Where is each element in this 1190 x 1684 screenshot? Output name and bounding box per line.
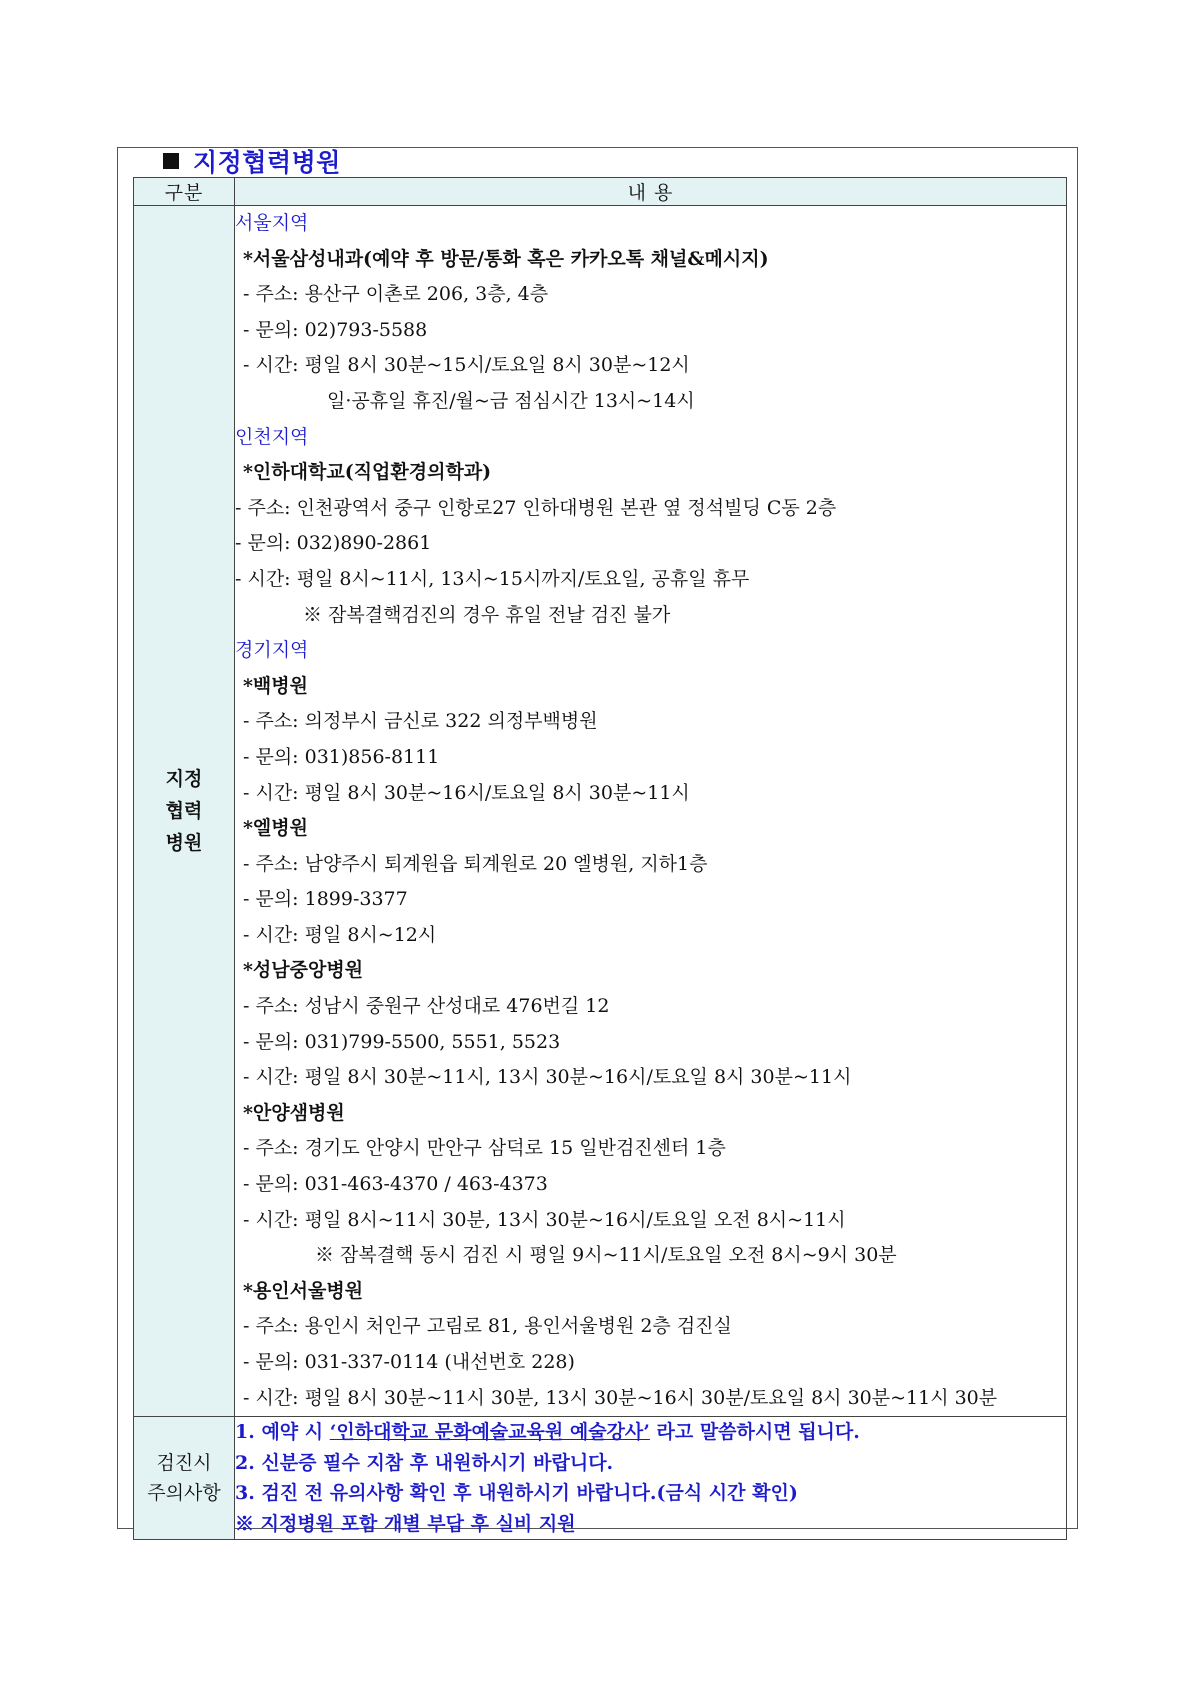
hospital-name: *인하대학교(직업환경의학과) xyxy=(243,461,492,484)
hospital-hours: - 시간: 평일 8시~12시 xyxy=(243,923,437,946)
hospital-hours: - 시간: 평일 8시 30분~11시, 13시 30분~16시/토요일 8시 30분~11시 xyxy=(243,1066,852,1089)
hospital-phone: - 문의: 031)856-8111 xyxy=(243,745,440,768)
hospital-name: *백병원 xyxy=(243,674,308,697)
hospital-hours: - 시간: 평일 8시 30분~11시 30분, 13시 30분~16시 30분/토요일 8시 30분~11시 30분 xyxy=(243,1386,998,1409)
hospital-note: ※ 잠복결핵 동시 검진 시 평일 9시~11시/토요일 오전 8시~9시 30분 xyxy=(315,1244,897,1267)
region-seoul: 서울지역 xyxy=(235,212,309,234)
region-gyeonggi: 경기지역 xyxy=(235,639,309,662)
hospital-row xyxy=(134,206,1067,1417)
category-label-line: 병원 xyxy=(165,832,203,855)
caution-item: ※ 지정병원 포함 개별 부담 후 실비 지원 xyxy=(235,1512,576,1535)
caution-item: 2. 신분증 필수 지참 후 내원하시기 바랍니다. xyxy=(235,1451,614,1474)
caution-label-line: 주의사항 xyxy=(147,1482,221,1505)
hospital-address: - 주소: 인천광역서 중구 인항로27 인하대병원 본관 옆 정석빌딩 C동 2층 xyxy=(235,496,837,519)
hospital-name: *엘병원 xyxy=(243,817,308,840)
hospital-address: - 주소: 용인시 처인구 고림로 81, 용인서울병원 2층 검진실 xyxy=(243,1315,732,1338)
hospital-phone: - 문의: 031-463-4370 / 463-4373 xyxy=(243,1173,548,1196)
hospital-hours: - 시간: 평일 8시 30분~16시/토요일 8시 30분~11시 xyxy=(243,781,690,804)
caution-category-cell xyxy=(134,1417,235,1540)
caution-item xyxy=(235,1417,1066,1448)
hospital-phone: - 문의: 02)793-5588 xyxy=(243,318,428,341)
hospital-table xyxy=(133,177,1067,1540)
hospital-address: - 주소: 용산구 이촌로 206, 3층, 4층 xyxy=(243,283,549,306)
hospital-phone: - 문의: 1899-3377 xyxy=(243,888,408,911)
caution-item: 3. 검진 전 유의사항 확인 후 내원하시기 바랍니다.(금식 시간 확인) xyxy=(235,1482,798,1505)
hospital-address: - 주소: 경기도 안양시 만안구 삼덕로 15 일반검진센터 1층 xyxy=(243,1137,726,1160)
hospital-note: ※ 잠복결핵검진의 경우 휴일 전날 검진 불가 xyxy=(303,603,671,626)
caution-content-cell xyxy=(235,1417,1067,1540)
category-label-line: 협력 xyxy=(165,800,203,823)
hospital-name: *용인서울병원 xyxy=(243,1279,364,1302)
hospital-phone: - 문의: 031)799-5500, 5551, 5523 xyxy=(243,1030,561,1053)
category-cell xyxy=(134,206,235,1417)
hospital-name: *서울삼성내과(예약 후 방문/통화 혹은 카카오톡 채널&메시지) xyxy=(243,247,769,270)
hospital-name: *성남중앙병원 xyxy=(243,959,364,982)
hospital-address: - 주소: 의정부시 금신로 322 의정부백병원 xyxy=(243,710,598,733)
hospital-phone: - 문의: 031-337-0114 (내선번호 228) xyxy=(243,1351,575,1373)
caution-label-line: 검진시 xyxy=(156,1452,212,1475)
hospital-phone: - 문의: 032)890-2861 xyxy=(235,532,432,555)
hospital-address: - 주소: 성남시 중원구 산성대로 476번길 12 xyxy=(243,995,610,1018)
square-bullet-icon xyxy=(163,153,179,169)
header-content: 내 용 xyxy=(235,178,1067,206)
table-header-row xyxy=(134,178,1067,206)
hospital-hours: - 시간: 평일 8시~11시 30분, 13시 30분~16시/토요일 오전 8시~11시 xyxy=(243,1208,846,1231)
caution-item-text: 1. 예약 시 xyxy=(235,1421,330,1444)
caution-quote: ‘인하대학교 문화예술교육원 예술강사’ xyxy=(329,1421,650,1444)
hospital-hours-continued: 일·공휴일 휴진/월~금 점심시간 13시~14시 xyxy=(327,389,695,412)
hospital-name: *안양샘병원 xyxy=(243,1101,345,1124)
hospital-address: - 주소: 남양주시 퇴계원읍 퇴계원로 20 엘병원, 지하1층 xyxy=(243,852,708,875)
section-title xyxy=(163,145,341,177)
caution-item-text: 라고 말씀하시면 됩니다. xyxy=(649,1421,860,1444)
region-incheon: 인천지역 xyxy=(235,425,309,448)
caution-row xyxy=(134,1417,1067,1540)
section-title-text: 지정협력병원 xyxy=(193,148,341,177)
category-label-line: 지정 xyxy=(165,768,203,791)
header-category: 구분 xyxy=(134,178,235,206)
content-cell xyxy=(235,206,1067,1417)
hospital-hours: - 시간: 평일 8시~11시, 13시~15시까지/토요일, 공휴일 휴무 xyxy=(235,567,750,590)
hospital-hours: - 시간: 평일 8시 30분~15시/토요일 8시 30분~12시 xyxy=(243,354,690,377)
